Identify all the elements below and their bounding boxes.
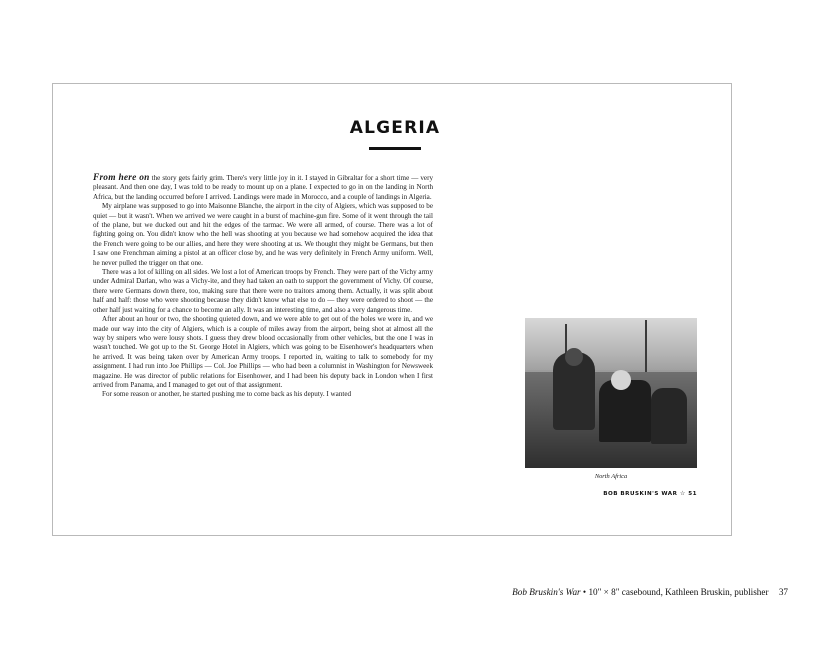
paragraph-1 (93, 174, 433, 202)
photo-figure-robed-head (565, 348, 583, 366)
photo-figure-seated (651, 388, 687, 444)
paragraph-3: There was a lot of killing on all sides. We lost a lot of American troops by French. They were part of the Vichy army under Admiral Darlan, who was a Vichy-ite, and they had taken an oath to support the government of Vichy. Of course, there were Germans down there, too, making sure that there were no traitors among them. Actually, it was split about half and half: those who were shooting because they didn't know what else to do — they were ordered to shoot — the other half just waiting for a chance to become an ally. It was an interesting time, and also a very dangerous time. (93, 268, 433, 314)
paragraph-5: For some reason or another, he started pushing me to come back as his deputy. I wanted (102, 390, 352, 399)
chapter-title: ALGERIA (349, 118, 441, 138)
paragraph-1-text: the story gets fairly grim. There's very little joy in it. I stayed in Gibraltar for a short time — very pleasant. And then one day, I was told to be ready to mount up on a plane. I expected to go in on the landing in North Africa, but the landing occurred before I arrived. Landings were made in Morocco, and a couple of landings in Algeria. (93, 174, 433, 201)
title-rule-divider (369, 147, 421, 150)
folio-book-title: BOB BRUSKIN'S WAR (603, 491, 678, 497)
caption-book-title: Bob Bruskin's War (512, 587, 581, 597)
caption-page-number: 37 (778, 587, 788, 597)
photo-figure-soldier (599, 380, 651, 442)
body-text-column (93, 174, 433, 400)
book-page-spread (52, 83, 732, 536)
caption-specs: 10" × 8" casebound, Kathleen Bruskin, publisher (588, 587, 769, 597)
folio-page-number: 51 (688, 491, 697, 497)
photo-figure (525, 318, 697, 480)
photograph-north-africa (525, 318, 697, 468)
page-content-area (93, 102, 697, 521)
photo-sky (525, 318, 697, 376)
caption-separator: • (582, 587, 587, 597)
lead-in-phrase: From here on (93, 173, 150, 183)
photo-figure-soldier-head (611, 370, 631, 390)
photo-pole-right (645, 320, 647, 374)
star-icon: ☆ (679, 490, 686, 497)
paragraph-2: My airplane was supposed to go into Maisonne Blanche, the airport in the city of Algiers, which was supposed to be quiet — but it wasn't. When we arrived we were caught in a burst of machine-gun fire. Some of it went through the tail of the plane, but we ducked out and hit the edges of the tarmac. We were all armed, of course. There was a lot of fighting going on. You didn't know who the hell was shooting at you because we had somehow acquired the idea that the French were going to be our allies, and here they were shooting at us. We thought they might be Germans, but then I saw one Frenchman aiming a pistol at an officer close by, and he was very definitely in French Army uniform. Well, he never pulled the trigger on that one. (93, 202, 433, 267)
running-footer (525, 490, 697, 497)
photo-caption: North Africa (594, 473, 628, 480)
figure-caption (512, 587, 788, 597)
paragraph-4: After about an hour or two, the shooting quieted down, and we were able to get out of the holes we were in, and we made our way into the city of Algiers, which is a couple of miles away from the airport, being shot at almost all the way by snipers who were lousy shots. I guess they drew blood occasionally from other vehicles, but the one I was in wasn't touched. We got up to the St. George Hotel in Algiers, which was going to be Eisenhower's headquarters when he arrived. It was being taken over by American Army troops. I reported in, waiting to talk to somebody for my assignment. I had run into Joe Phillips — Col. Joe Phillips — who had been a columnist in Washington for Newsweek magazine. He was director of public relations for Eisenhower, and I had been his deputy back in London when I first arrived from Panama, and I managed to get out of that assignment. (93, 315, 433, 389)
